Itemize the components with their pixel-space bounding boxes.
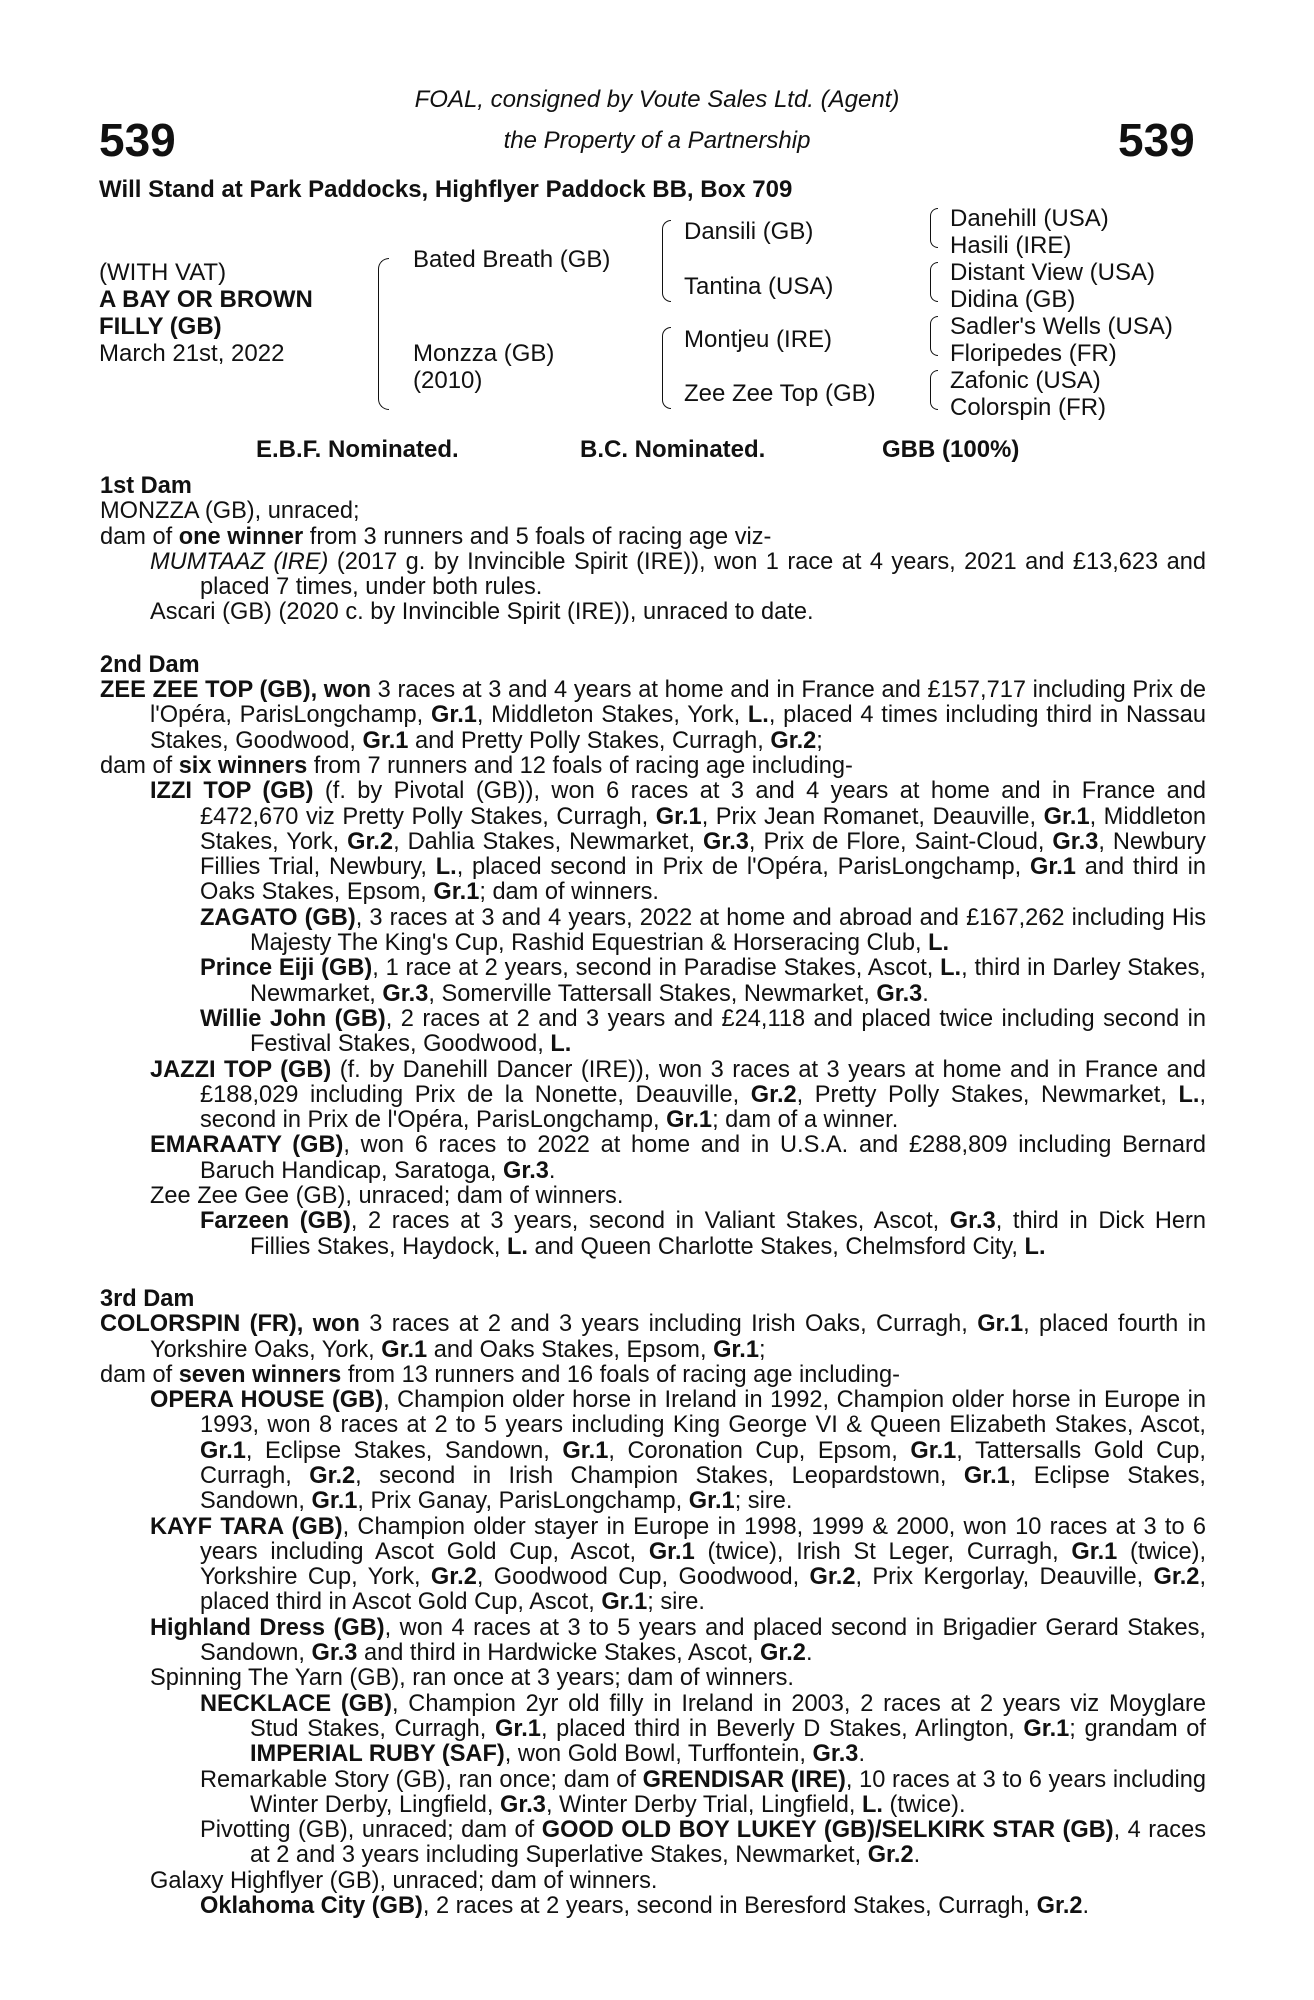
second-dam-produce: dam of six winners from 7 runners and 12 foals of racing age including-: [100, 752, 853, 779]
bc-nomination: B.C. Nominated.: [580, 436, 766, 463]
progeny-remarkable-story: Remarkable Story (GB), ran once; dam of GRENDISAR (IRE), 10 races at 3 to 6 years including Winter Derby, Lingfield, Gr.3, Winter Derby Trial, Lingfield, L. (twice).: [200, 1766, 1206, 1818]
progeny-zee-zee-gee: Zee Zee Gee (GB), unraced; dam of winners.: [150, 1183, 624, 1210]
progeny-emaraaty: EMARAATY (GB), won 6 races to 2022 at home and in U.S.A. and £288,809 including Bernard Baruch Handicap, Saratoga, Gr.3.: [150, 1132, 1207, 1184]
horse-name-line2: FILLY (GB): [99, 313, 222, 340]
gg-7: Zafonic (USA): [950, 367, 1101, 394]
pedigree-brace-main: [378, 258, 389, 410]
gg-5: Sadler's Wells (USA): [950, 313, 1173, 340]
dam-sire: Montjeu (IRE): [684, 326, 833, 353]
ebf-nomination: E.B.F. Nominated.: [256, 436, 459, 463]
first-dam-record: dam of one winner from 3 runners and 5 foals of racing age viz-: [100, 523, 772, 550]
lot-number-right: 539: [1118, 114, 1195, 166]
dam-dam: Zee Zee Top (GB): [684, 380, 876, 407]
vat-note: (WITH VAT): [99, 259, 227, 286]
progeny-galaxy-highflyer: Galaxy Highflyer (GB), unraced; dam of winners.: [150, 1867, 658, 1894]
gg-8: Colorspin (FR): [950, 394, 1107, 421]
progeny-ascari: Ascari (GB) (2020 c. by Invincible Spirit (IRE)), unraced to date.: [150, 599, 814, 626]
progeny-opera-house: OPERA HOUSE (GB), Champion older horse in Ireland in 1992, Champion older horse in Europe in 1993, won 8 races at 2 to 5 years including King George VI & Queen Elizabeth Stakes, Ascot, Gr.1, Eclipse Stakes, Sandown, Gr.1, Coronation Cup, Epsom, Gr.1, Tattersalls Gold Cup, Curragh, Gr.2, second in Irish Champion Stakes, Leopardstown, Gr.1, Eclipse Stakes, Sandown, Gr.1, Prix Ganay, ParisLongchamp, Gr.1; sire.: [150, 1387, 1206, 1515]
progeny-pivotting: Pivotting (GB), unraced; dam of GOOD OLD BOY LUKEY (GB)/SELKIRK STAR (GB), 4 races at 2 and 3 years including Superlative Stakes, Newmarket, Gr.2.: [200, 1817, 1206, 1869]
progeny-necklace: NECKLACE (GB), Champion 2yr old filly in Ireland in 2003, 2 races at 2 years viz Moyglare Stud Stakes, Curragh, Gr.1, placed third in Beverly D Stakes, Arlington, Gr.1; grandam of IMPERIAL RUBY (SAF), won Gold Bowl, Turffontein, Gr.3.: [200, 1690, 1206, 1768]
progeny-izzi-top: IZZI TOP (GB) (f. by Pivotal (GB)), won 6 races at 3 and 4 years at home and in France and £472,670 viz Pretty Polly Stakes, Curragh, Gr.1, Prix Jean Romanet, Deauville, Gr.1, Middleton Stakes, York, Gr.2, Dahlia Stakes, Newmarket, Gr.3, Prix de Flore, Saint-Cloud, Gr.3, Newbury Fillies Trial, Newbury, L., placed second in Prix de l'Opéra, ParisLongchamp, Gr.1 and third in Oaks Stakes, Epsom, Gr.1; dam of winners.: [150, 778, 1206, 906]
pedigree-brace-sire: [662, 220, 671, 302]
pedigree-brace-g1: [930, 208, 938, 248]
third-dam-produce: dam of seven winners from 13 runners and 16 foals of racing age including-: [100, 1361, 901, 1388]
horse-name-line1: A BAY OR BROWN: [99, 286, 313, 313]
gg-1: Danehill (USA): [950, 205, 1109, 232]
consignor-line: FOAL, consigned by Voute Sales Ltd. (Agent): [414, 86, 900, 113]
third-dam-record: COLORSPIN (FR), won 3 races at 2 and 3 years including Irish Oaks, Curragh, Gr.1, placed fourth in Yorkshire Oaks, York, Gr.1 and Oaks Stakes, Epsom, Gr.1;: [100, 1311, 1206, 1363]
pedigree-brace-g3: [930, 316, 938, 356]
progeny-zagato: ZAGATO (GB), 3 races at 3 and 4 years, 2022 at home and abroad and £167,262 including His Majesty The King's Cup, Rashid Equestrian & Horseracing Club, L.: [200, 904, 1206, 957]
progeny-kayf-tara: KAYF TARA (GB), Champion older stayer in Europe in 1998, 1999 & 2000, won 10 races at 3 to 6 years including Ascot Gold Cup, Ascot, Gr.1 (twice), Irish St Leger, Curragh, Gr.1 (twice), Yorkshire Cup, York, Gr.2, Goodwood Cup, Goodwood, Gr.2, Prix Kergorlay, Deauville, Gr.2, placed third in Ascot Gold Cup, Ascot, Gr.1; sire.: [150, 1513, 1207, 1616]
foaling-date: March 21st, 2022: [99, 340, 285, 367]
gg-4: Didina (GB): [950, 286, 1076, 313]
first-dam-line: MONZZA (GB), unraced;: [100, 498, 360, 525]
progeny-oklahoma-city: Oklahoma City (GB), 2 races at 2 years, second in Beresford Stakes, Curragh, Gr.2.: [200, 1893, 1090, 1920]
progeny-highland-dress: Highland Dress (GB), won 4 races at 3 to 5 years and placed second in Brigadier Gerard Stakes, Sandown, Gr.3 and third in Hardwicke Stakes, Ascot, Gr.2.: [150, 1614, 1206, 1667]
property-line: the Property of a Partnership: [503, 127, 811, 154]
gg-6: Floripedes (FR): [950, 340, 1117, 367]
pedigree-brace-g4: [930, 370, 938, 410]
sire: Bated Breath (GB): [413, 246, 611, 273]
dam-year: (2010): [413, 367, 483, 394]
catalogue-body: [100, 474, 1206, 1919]
second-dam-record: ZEE ZEE TOP (GB), won 3 races at 3 and 4 years at home and in France and £157,717 including Prix de l'Opéra, ParisLongchamp, Gr.1, Middleton Stakes, York, L., placed 4 times including third in Nassau Stakes, Goodwood, Gr.1 and Pretty Polly Stakes, Curragh, Gr.2;: [100, 677, 1206, 754]
sire-sire: Dansili (GB): [684, 218, 814, 245]
third-dam-heading: 3rd Dam: [100, 1285, 195, 1312]
progeny-jazzi-top: JAZZI TOP (GB) (f. by Danehill Dancer (IRE)), won 3 races at 3 years at home and in France and £188,029 including Prix de la Nonette, Deauville, Gr.2, Pretty Polly Stakes, Newmarket, L., second in Prix de l'Opéra, ParisLongchamp, Gr.1; dam of a winner.: [150, 1056, 1206, 1134]
first-dam-heading: 1st Dam: [100, 473, 192, 499]
gbb-status: GBB (100%): [882, 436, 1020, 463]
progeny-mumtaaz: MUMTAAZ (IRE) (2017 g. by Invincible Spirit (IRE)), won 1 race at 4 years, 2021 and £13,623 and placed 7 times, under both rules.: [150, 548, 1206, 601]
gg-3: Distant View (USA): [950, 259, 1155, 286]
stand-line: Will Stand at Park Paddocks, Highflyer Paddock BB, Box 709: [99, 176, 793, 203]
dam: Monzza (GB): [413, 340, 555, 367]
pedigree-brace-dam: [662, 327, 671, 409]
second-dam-heading: 2nd Dam: [100, 651, 200, 678]
progeny-willie-john: Willie John (GB), 2 races at 2 and 3 years and £24,118 and placed twice including second in Festival Stakes, Goodwood, L.: [200, 1005, 1207, 1058]
sire-dam: Tantina (USA): [684, 273, 834, 300]
gg-2: Hasili (IRE): [950, 232, 1072, 259]
progeny-prince-eiji: Prince Eiji (GB), 1 race at 2 years, second in Paradise Stakes, Ascot, L., third in Darley Stakes, Newmarket, Gr.3, Somerville Tattersall Stakes, Newmarket, Gr.3.: [200, 955, 1206, 1007]
pedigree-brace-g2: [930, 262, 938, 302]
progeny-farzeen: Farzeen (GB), 2 races at 3 years, second in Valiant Stakes, Ascot, Gr.3, third in Dick Hern Fillies Stakes, Haydock, L. and Queen Charlotte Stakes, Chelmsford City, L.: [200, 1208, 1206, 1260]
lot-number-left: 539: [99, 114, 176, 166]
progeny-spinning-the-yarn: Spinning The Yarn (GB), ran once at 3 years; dam of winners.: [150, 1665, 794, 1692]
